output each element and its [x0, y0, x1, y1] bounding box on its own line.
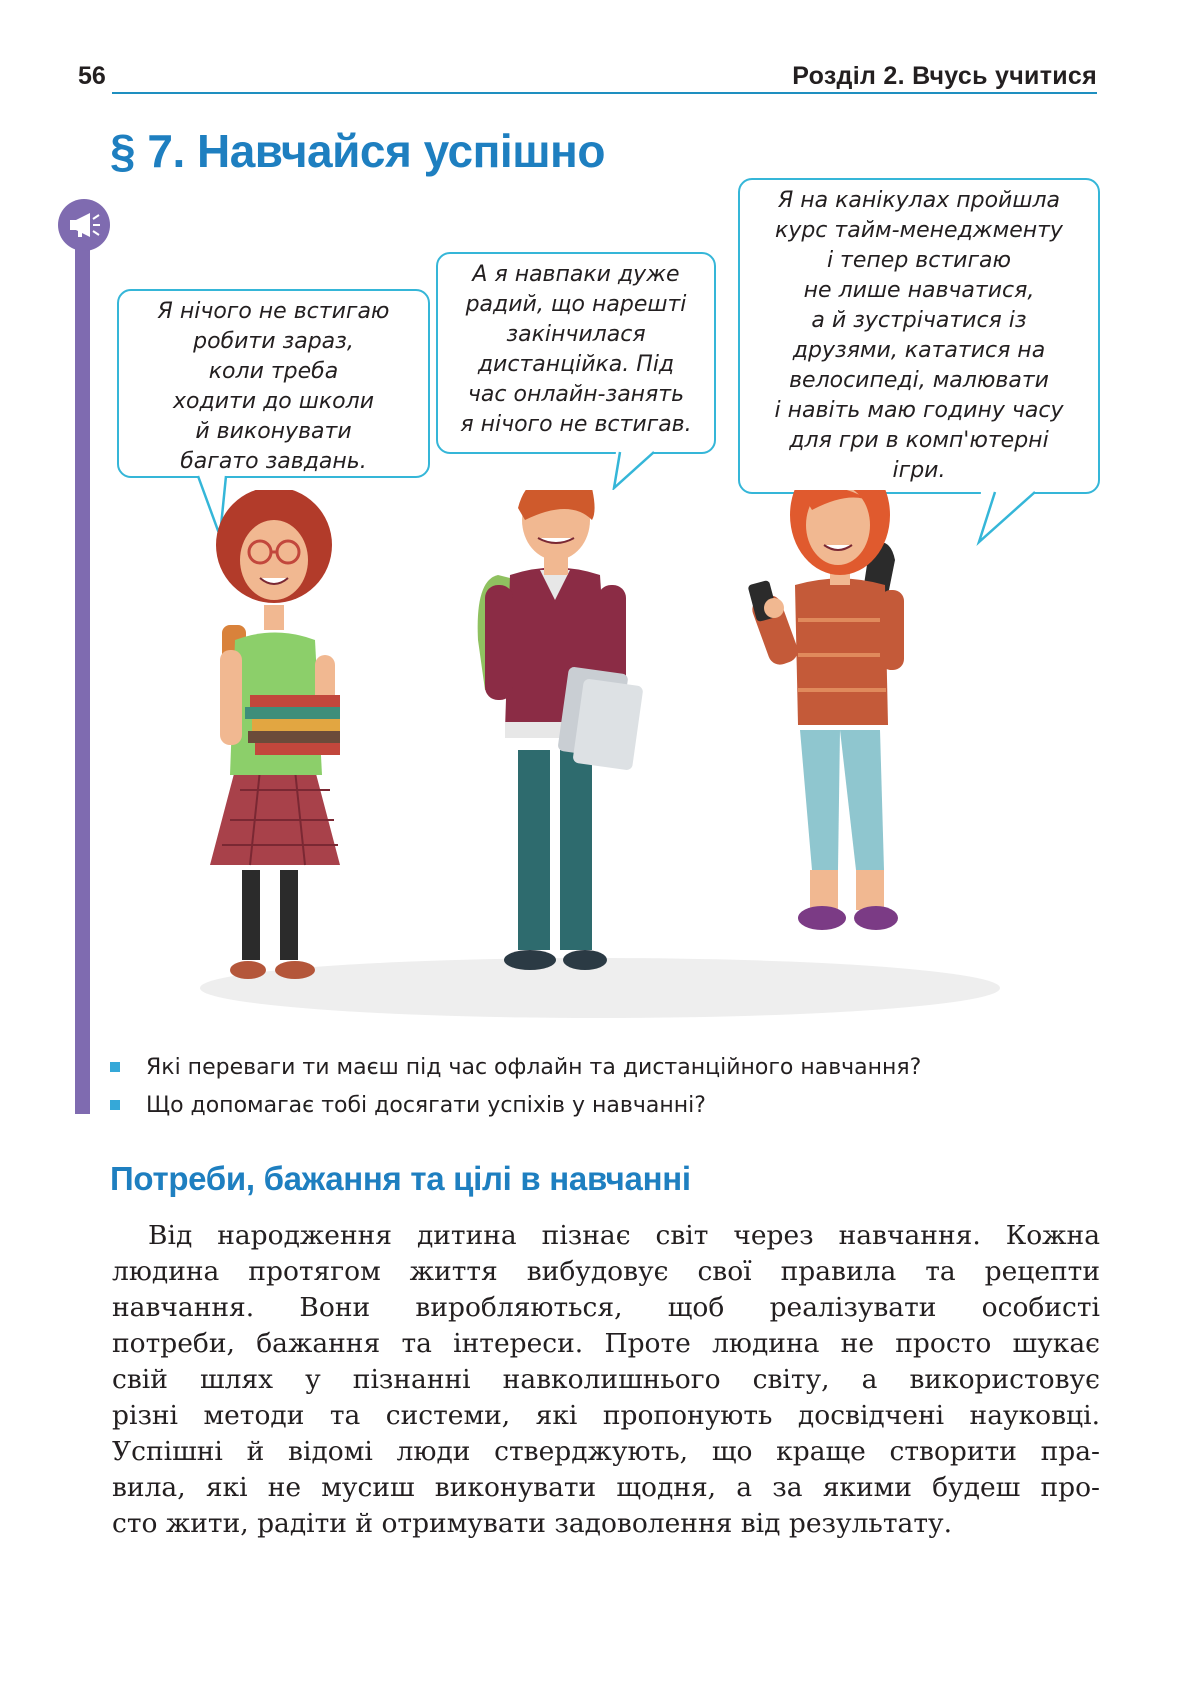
student-girl-with-books — [210, 490, 340, 979]
student-girl-with-phone — [747, 490, 904, 930]
paragraph-line: різні методи та системи, які пропонують досвідчені науковці. — [112, 1400, 1100, 1431]
header-divider — [112, 92, 1097, 94]
bubble-line: курс тайм-менеджменту — [775, 218, 1063, 243]
bubble-line: коли треба — [208, 359, 339, 384]
paragraph-line: вила, які не мусиш виконувати щодня, а за якими будеш про- — [112, 1472, 1100, 1503]
paragraph-line: потреби, бажання та інтереси. Проте людина не просто шукає — [112, 1328, 1100, 1359]
discussion-side-bar — [75, 222, 90, 1114]
paragraph-line: Від народження дитина пізнає світ через навчання. Кожна — [148, 1220, 1100, 1251]
bubble-line: час онлайн-занять — [467, 382, 685, 407]
running-head: Розділ 2. Вчусь учитися — [792, 62, 1097, 90]
bubble-line: робити зараз, — [193, 329, 354, 354]
discussion-questions — [110, 1048, 921, 1124]
bubble-line: закінчилася — [506, 322, 646, 347]
bubble-line: велосипеді, малювати — [789, 368, 1049, 393]
question-item — [110, 1048, 921, 1086]
square-bullet-icon — [110, 1062, 120, 1072]
student-boy-with-laptop — [478, 490, 644, 970]
paragraph-line: сто жити, радіти й отримувати задоволення від результату. — [112, 1508, 952, 1539]
bubble-line: я нічого не встигав. — [460, 412, 692, 437]
bubble-line: й виконувати — [195, 419, 352, 444]
square-bullet-icon — [110, 1100, 120, 1110]
question-item — [110, 1086, 921, 1124]
bubble-line: Я на канікулах пройшла — [777, 188, 1061, 213]
section-title: § 7. Навчайся успішно — [110, 125, 605, 177]
question-text: Які переваги ти маєш під час офлайн та дистанційного навчання? — [146, 1054, 922, 1080]
paragraph-line: навчання. Вони виробляються, щоб реалізувати особисті — [112, 1292, 1100, 1323]
bubble-line: друзями, кататися на — [792, 338, 1046, 363]
question-text: Що допомагає тобі досягати успіхів у навчанні? — [146, 1092, 706, 1118]
bubble-line: дистанційка. Під — [477, 352, 675, 377]
bubble-tail — [610, 450, 658, 490]
bubble-line: багато завдань. — [180, 449, 367, 474]
bubble-line: а й зустрічатися із — [811, 308, 1027, 333]
megaphone-icon — [58, 199, 110, 251]
speech-bubble-boy — [436, 252, 716, 454]
bubble-line: не лише навчатися, — [803, 278, 1035, 303]
paragraph-line: свій шлях у пізнанні навколишнього світу, а використовує — [112, 1364, 1100, 1395]
bubble-line: для гри в комп'ютерні — [789, 428, 1049, 453]
speech-bubble-girl-right — [738, 178, 1100, 494]
bubble-line: Я нічого не встигаю — [157, 299, 390, 324]
body-paragraph — [112, 1218, 1100, 1542]
bubble-line: А я навпаки дуже — [472, 262, 680, 287]
paragraph-line: людина протягом життя вибудовує свої правила та рецепти — [112, 1256, 1100, 1287]
bubble-line: радий, що нарешті — [465, 292, 687, 317]
speech-bubble-girl-left — [117, 289, 430, 478]
bubble-line: і навіть маю годину часу — [774, 398, 1064, 423]
paragraph-line: Успішні й відомі люди стверджують, що краще створити пра- — [112, 1436, 1100, 1467]
page-number: 56 — [78, 62, 106, 90]
students-illustration — [200, 490, 1020, 1020]
bubble-line: ігри. — [892, 458, 946, 483]
bubble-line: ходити до школи — [173, 389, 374, 414]
subsection-heading: Потреби, бажання та цілі в навчанні — [110, 1160, 691, 1197]
bubble-line: і тепер встигаю — [826, 248, 1012, 273]
